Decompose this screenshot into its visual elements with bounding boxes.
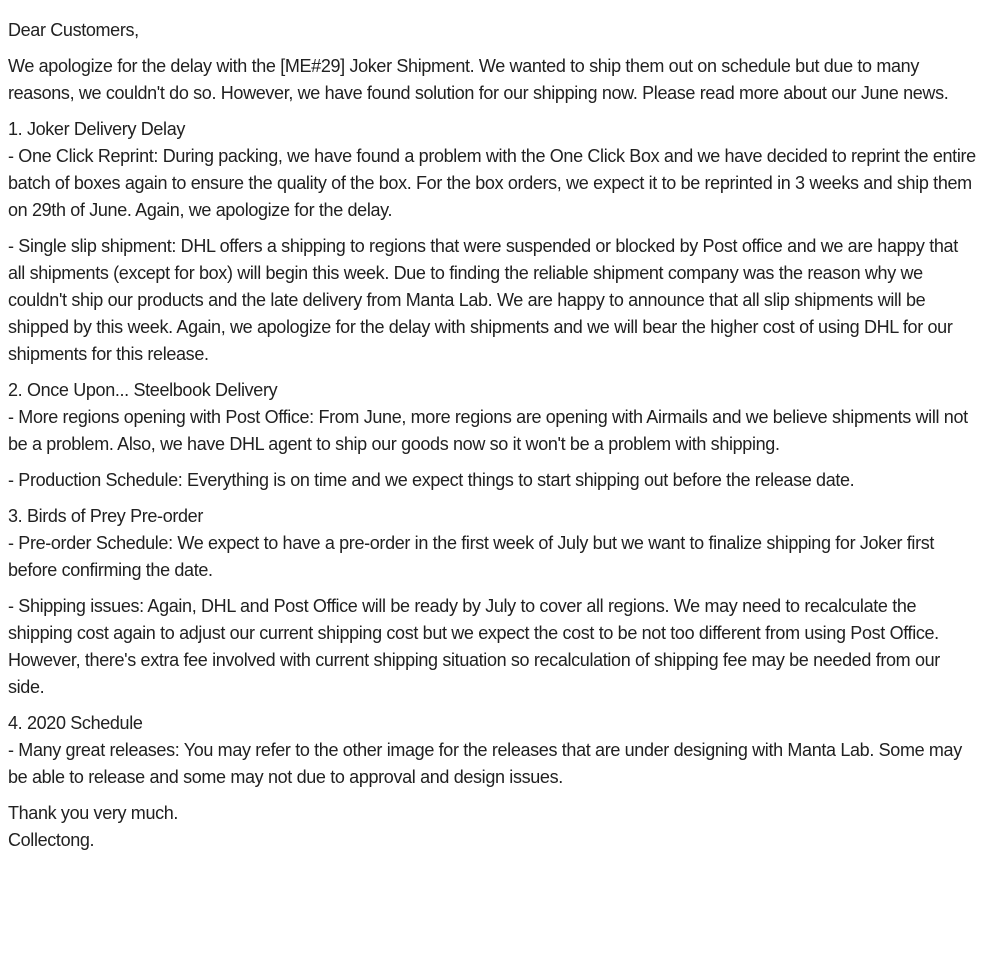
section-paragraph: - Pre-order Schedule: We expect to have a pre-order in the first week of July but we want to finalize shipping for Joker first before confirming the date. xyxy=(8,533,935,580)
section-once-upon-steelbook-delivery xyxy=(8,377,978,494)
section-heading: 2. Once Upon... Steelbook Delivery xyxy=(8,380,278,400)
section-birds-of-prey-preorder xyxy=(8,503,978,701)
section-paragraph: - One Click Reprint: During packing, we have found a problem with the One Click Box and we have decided to reprint the entire batch of boxes again to ensure the quality of the box. For the box orders, we expect it to be reprinted in 3 weeks and ship them on 29th of June. Again, we apologize for the delay. xyxy=(8,146,976,220)
section-paragraph: - More regions opening with Post Office: From June, more regions are opening with Airmails and we believe shipments will not be a problem. Also, we have DHL agent to ship our goods now so it won't be a problem with shipping. xyxy=(8,407,968,454)
section-heading: 1. Joker Delivery Delay xyxy=(8,119,186,139)
intro-paragraph: We apologize for the delay with the [ME#29] Joker Shipment. We wanted to ship them out on schedule but due to many reasons, we couldn't do so. However, we have found solution for our shipping now. Please read more about our June news. xyxy=(8,56,949,103)
closing-block xyxy=(8,800,978,854)
closing-signature: Collectong. xyxy=(8,830,95,850)
section-2020-schedule xyxy=(8,710,978,791)
section-paragraph: - Many great releases: You may refer to the other image for the releases that are under designing with Manta Lab. Some may be able to release and some may not due to approval and design issues. xyxy=(8,740,962,787)
closing-thanks: Thank you very much. xyxy=(8,803,179,823)
section-heading: 3. Birds of Prey Pre-order xyxy=(8,506,203,526)
salutation: Dear Customers, xyxy=(8,20,139,40)
section-joker-delivery-delay xyxy=(8,116,978,368)
section-paragraph: - Shipping issues: Again, DHL and Post Office will be ready by July to cover all regions. We may need to recalculate the shipping cost again to adjust our current shipping cost but we expect the cost to be not too different from using Post Office. However, there's extra fee involved with current shipping situation so recalculation of shipping fee may be needed from our side. xyxy=(8,596,940,697)
section-paragraph: - Single slip shipment: DHL offers a shipping to regions that were suspended or blocked by Post office and we are happy that all shipments (except for box) will begin this week. Due to finding the reliable shipment company was the reason why we couldn't ship our products and the late delivery from Manta Lab. We are happy to announce that all slip shipments will be shipped by this week. Again, we apologize for the delay with shipments and we will bear the higher cost of using DHL for our shipments for this release. xyxy=(8,236,958,364)
section-paragraph: - Production Schedule: Everything is on time and we expect things to start shipping out before the release date. xyxy=(8,470,855,490)
section-heading: 4. 2020 Schedule xyxy=(8,713,143,733)
letter-document xyxy=(8,17,978,854)
